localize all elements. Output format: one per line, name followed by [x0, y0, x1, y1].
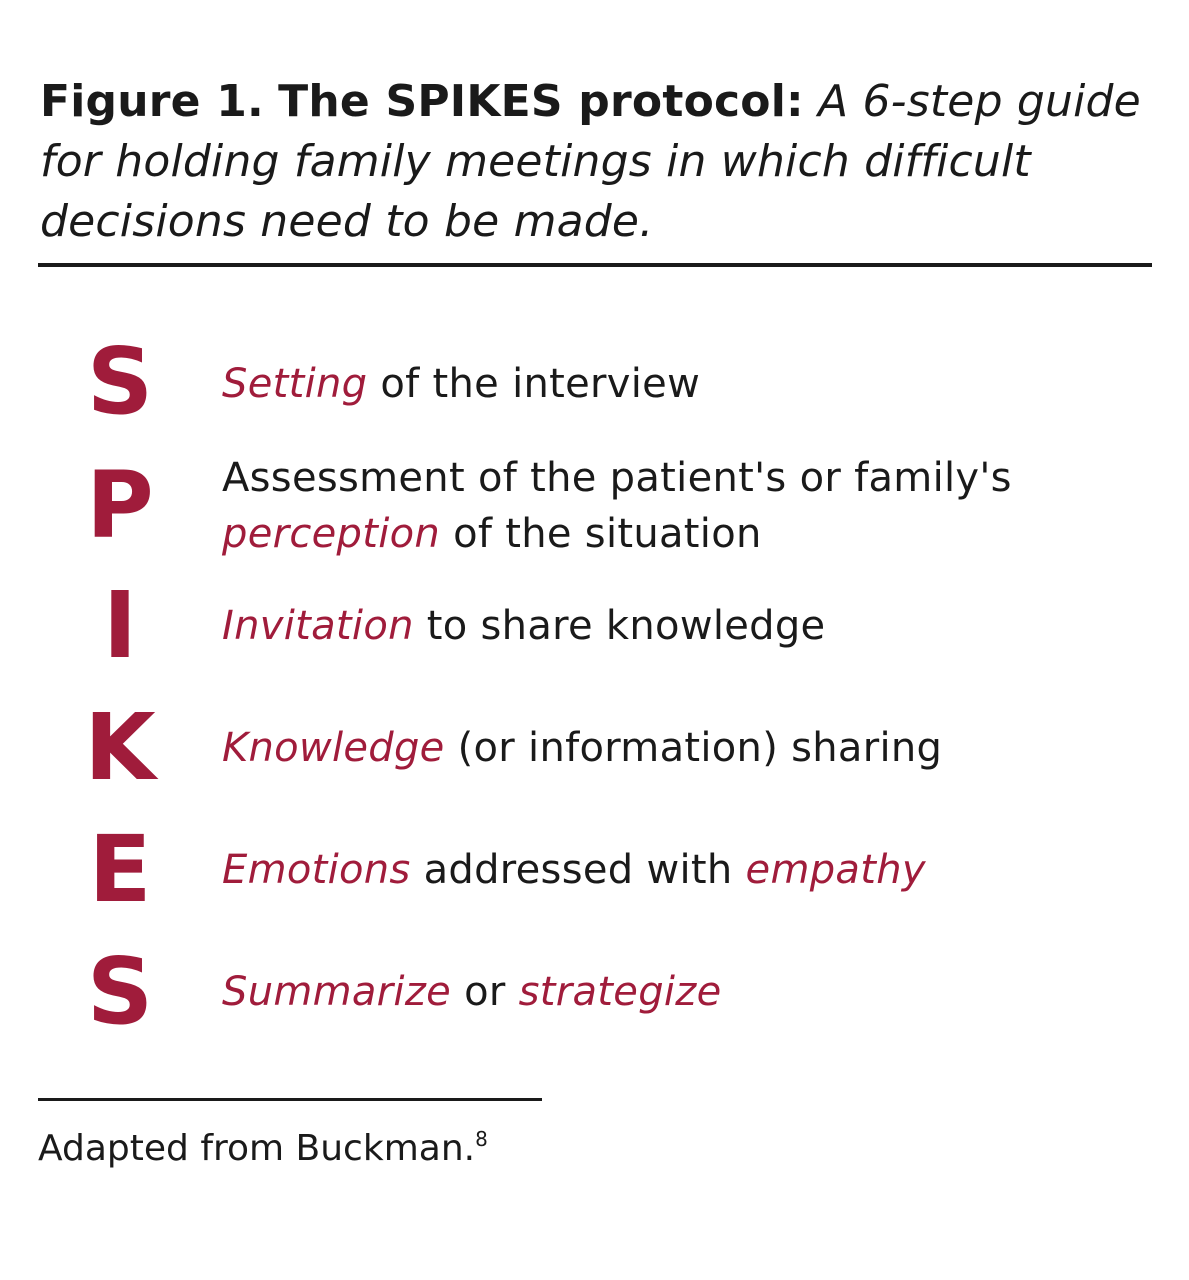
step-description: [222, 842, 1122, 898]
step-text: of the situation: [440, 511, 762, 557]
figure-description: A 6-step guide for holding family meetings in which difficult decisions need to be made.: [40, 76, 1141, 247]
step-keyword: Invitation: [222, 603, 414, 649]
step-description: [222, 450, 1122, 562]
step-letter: I: [102, 572, 138, 679]
step-keyword: empathy: [745, 847, 926, 893]
step-text: Assessment of the patient's or family's: [222, 455, 1012, 501]
step-keyword: Emotions: [222, 847, 411, 893]
step-keyword: Knowledge: [222, 725, 445, 771]
source-text: Adapted from Buckman.: [38, 1128, 476, 1169]
figure-subtitle: The SPIKES protocol:: [278, 76, 804, 127]
step-letter: S: [86, 938, 154, 1045]
step-description: [222, 356, 1122, 412]
step-text: (or information) sharing: [444, 725, 943, 771]
step-letter: P: [86, 452, 154, 559]
step-line: [222, 506, 1122, 562]
step-text: of the interview: [367, 361, 701, 407]
figure-label: Figure 1.: [40, 76, 264, 127]
step-line: [222, 450, 1122, 506]
source-reference: 8: [475, 1127, 488, 1151]
step-description: [222, 720, 1122, 776]
footnote-divider: [38, 1098, 542, 1101]
step-keyword: perception: [222, 511, 441, 557]
step-keyword: Summarize: [222, 969, 452, 1015]
step-text: or: [451, 969, 519, 1015]
step-letter: E: [88, 816, 152, 923]
step-letter: S: [86, 328, 154, 435]
step-letter: K: [84, 694, 156, 801]
step-description: [222, 964, 1122, 1020]
step-description: [222, 598, 1122, 654]
step-text: to share knowledge: [413, 603, 826, 649]
step-keyword: strategize: [518, 969, 722, 1015]
source-note: [38, 1124, 488, 1174]
step-text: addressed with: [410, 847, 746, 893]
step-keyword: Setting: [222, 361, 368, 407]
